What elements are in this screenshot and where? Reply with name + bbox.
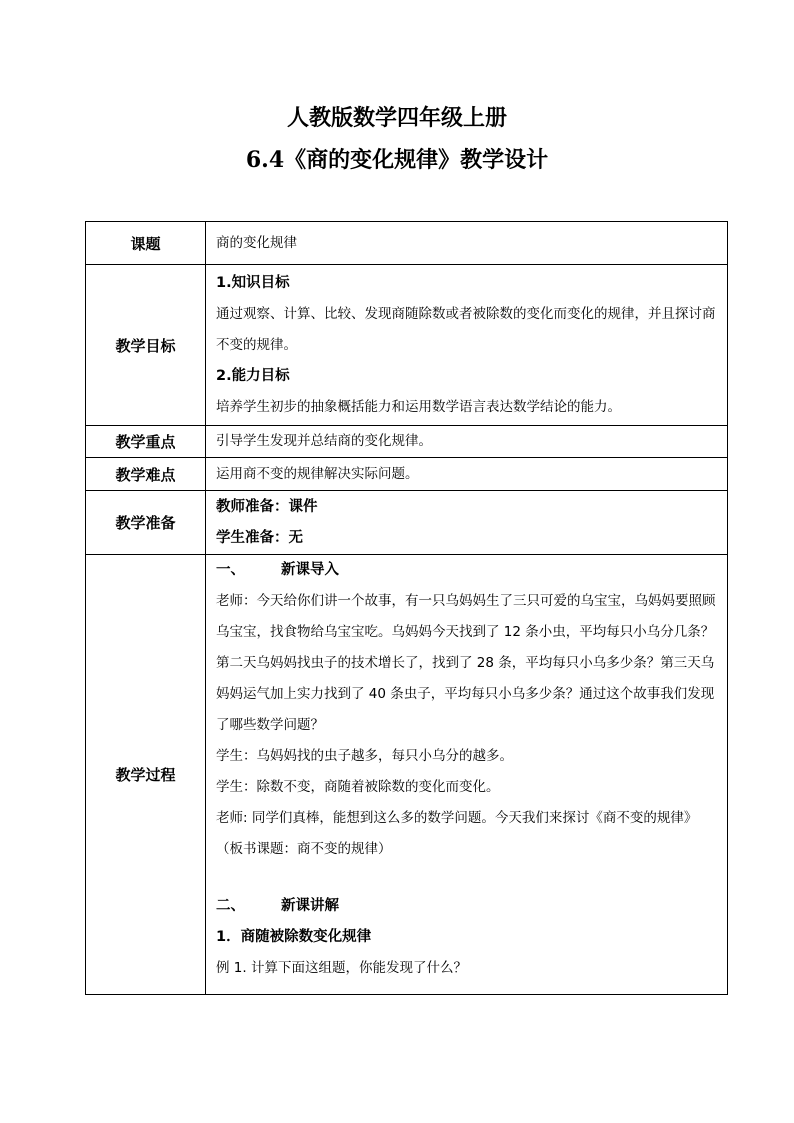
preparation-label: 教学准备 bbox=[86, 491, 206, 555]
ability-goal-heading: 2.能力目标 bbox=[216, 367, 290, 384]
topic-text: 商的变化规律 bbox=[216, 234, 297, 251]
table-row-process bbox=[86, 555, 728, 995]
topic-label: 课题 bbox=[86, 222, 206, 265]
table-row-topic bbox=[86, 222, 728, 265]
section1-heading bbox=[216, 555, 721, 586]
section2-title: 新课讲解 bbox=[281, 898, 339, 914]
section2-number: 二、 bbox=[216, 898, 245, 914]
key-point-text: 引导学生发现并总结商的变化规律。 bbox=[216, 433, 432, 449]
example-1: 例 1. 计算下面这组题，你能发现了什么？ bbox=[216, 960, 467, 976]
key-point-label: 教学重点 bbox=[86, 426, 206, 458]
goals-label: 教学目标 bbox=[86, 265, 206, 426]
student-answer-1: 学生：乌妈妈找的虫子越多，每只小乌分的越多。 bbox=[216, 748, 513, 764]
spacer bbox=[216, 865, 721, 891]
teacher-preparation: 教师准备：课件 bbox=[216, 498, 318, 515]
knowledge-goal-text: 通过观察、计算、比较、发现商随除数或者被除数的变化而变化的规律，并且探讨商不变的规律。 bbox=[216, 305, 716, 353]
document-subtitle: 6.4《商的变化规律》教学设计 bbox=[245, 147, 549, 173]
preparation-content bbox=[206, 491, 728, 555]
table-row-difficulty bbox=[86, 458, 728, 491]
process-label: 教学过程 bbox=[86, 555, 206, 995]
subsection1-number: 1． bbox=[216, 929, 241, 945]
difficulty-label: 教学难点 bbox=[86, 458, 206, 491]
board-note: （板书课题：商不变的规律） bbox=[216, 841, 392, 857]
teacher-praise: 老师: 同学们真棒，能想到这么多的数学问题。今天我们来探讨《商不变的规律》 bbox=[216, 810, 698, 826]
difficulty-text: 运用商不变的规律解决实际问题。 bbox=[216, 465, 419, 482]
lesson-plan-table bbox=[85, 221, 728, 995]
knowledge-goal-heading: 1.知识目标 bbox=[216, 274, 290, 291]
difficulty-content bbox=[206, 458, 728, 491]
topic-value bbox=[206, 222, 728, 265]
section1-title: 新课导入 bbox=[281, 562, 339, 578]
subsection1-title: 商随被除数变化规律 bbox=[240, 929, 372, 945]
section1-number: 一、 bbox=[216, 562, 245, 578]
subsection1-heading bbox=[216, 922, 721, 953]
document-title: 人教版数学四年级上册 bbox=[286, 105, 507, 131]
table-row-goals bbox=[86, 265, 728, 426]
goals-content bbox=[206, 265, 728, 426]
table-row-preparation bbox=[86, 491, 728, 555]
student-preparation: 学生准备：无 bbox=[216, 529, 303, 546]
section2-heading bbox=[216, 891, 721, 922]
story-paragraph: 老师：今天给你们讲一个故事，有一只乌妈妈生了三只可爱的乌宝宝，乌妈妈要照顾乌宝宝，找食物给乌宝宝吃。乌妈妈今天找到了 12 条小虫，平均每只小乌分几条？第二天乌妈妈找虫子的技术增长了，找到了 28 条，平均每只小乌多少条？第三天乌妈妈运气加上实力找到了 40 条虫子，平均每只小乌多少条？通过这个故事我们发现了哪些数学问题？ bbox=[216, 593, 716, 733]
key-point-content bbox=[206, 426, 728, 458]
table-row-key-point bbox=[86, 426, 728, 458]
process-content bbox=[206, 555, 728, 995]
ability-goal-text: 培养学生初步的抽象概括能力和运用数学语言表达数学结论的能力。 bbox=[216, 398, 621, 415]
student-answer-2: 学生：除数不变，商随着被除数的变化而变化。 bbox=[216, 779, 500, 795]
